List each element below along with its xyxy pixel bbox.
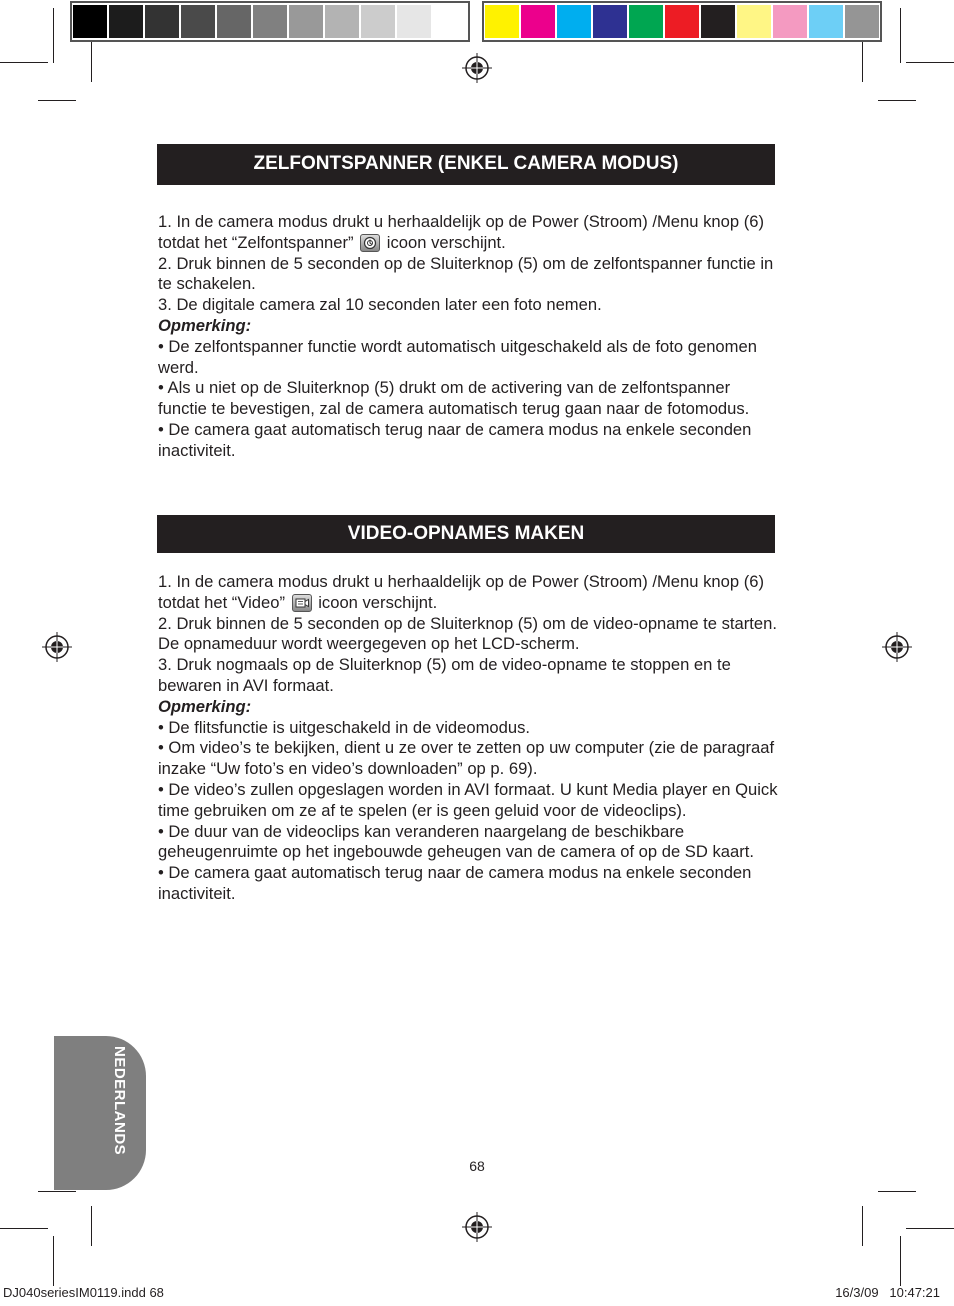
crop-mark — [906, 62, 954, 63]
crop-mark — [900, 1236, 901, 1286]
color-swatch — [593, 5, 627, 38]
note-item: • Om video’s te bekijken, dient u ze over te zetten op uw computer (zie de paragraaf inzake “Uw foto’s en video’s downloaden” op p. 69). — [158, 738, 775, 779]
instruction-step: 2. Druk binnen de 5 seconden op de Sluiterknop (5) om de zelfontspanner functie in te schakelen. — [158, 253, 774, 294]
video-camera-icon — [292, 594, 312, 612]
section-header-self-timer — [157, 144, 775, 185]
color-swatch — [737, 5, 771, 38]
color-swatch — [665, 5, 699, 38]
color-swatch — [73, 5, 107, 38]
color-swatch — [557, 5, 591, 38]
crop-mark — [862, 1206, 863, 1246]
registration-mark-icon — [462, 53, 492, 83]
video-instructions — [158, 572, 778, 905]
instruction-step: 3. De digitale camera zal 10 seconden later een foto nemen. — [158, 295, 602, 315]
color-swatch — [109, 5, 143, 38]
registration-mark-icon — [462, 1212, 492, 1242]
section-title: ZELFONTSPANNER (ENKEL CAMERA MODUS) — [253, 153, 679, 174]
note-item: • De flitsfunctie is uitgeschakeld in de videomodus. — [158, 717, 530, 737]
crop-mark — [906, 1228, 954, 1229]
crop-mark — [878, 100, 916, 101]
grayscale-color-bar — [70, 1, 470, 42]
crop-mark — [0, 1228, 48, 1229]
note-item: • De camera gaat automatisch terug naar de camera modus na enkele seconden inactiviteit. — [158, 419, 752, 460]
crop-mark — [53, 8, 54, 63]
color-swatch — [181, 5, 215, 38]
crop-mark — [38, 1191, 76, 1192]
crop-mark — [878, 1191, 916, 1192]
note-item: • Als u niet op de Sluiterknop (5) drukt om de activering van de zelfontspanner functie te bevestigen, zal de camera automatisch terug gaan naar de fotomodus. — [158, 378, 750, 419]
color-swatch — [773, 5, 807, 38]
color-swatch — [253, 5, 287, 38]
note-item: • De video’s zullen opgeslagen worden in AVI formaat. U kunt Media player en Quick time gebruiken om ze af te spelen (er is geen geluid voor de videoclips). — [158, 779, 778, 820]
color-swatch — [845, 5, 879, 38]
crop-mark — [53, 1236, 54, 1286]
crop-mark — [91, 42, 92, 82]
language-tab — [54, 1036, 146, 1190]
note-item: • De camera gaat automatisch terug naar de camera modus na enkele seconden inactiviteit. — [158, 863, 752, 903]
section-header-video — [157, 515, 775, 553]
color-swatch — [325, 5, 359, 38]
process-color-bar — [482, 1, 882, 42]
color-swatch — [701, 5, 735, 38]
crop-mark — [0, 62, 48, 63]
self-timer-icon — [360, 234, 380, 252]
crop-mark — [91, 1206, 92, 1246]
color-swatch — [433, 5, 467, 38]
color-swatch — [397, 5, 431, 38]
section-title: VIDEO-OPNAMES MAKEN — [347, 523, 585, 544]
slug-timestamp: 16/3/09 10:47:21 — [835, 1285, 940, 1300]
crop-mark — [900, 8, 901, 63]
color-swatch — [485, 5, 519, 38]
note-item: • De zelfontspanner functie wordt automatisch uitgeschakeld als de foto genomen werd. — [158, 336, 757, 377]
page-number: 68 — [469, 1158, 485, 1174]
crop-mark — [38, 100, 76, 101]
color-swatch — [289, 5, 323, 38]
crop-mark — [862, 42, 863, 82]
instruction-step: 1. In de camera modus drukt u herhaaldelijk op de Power (Stroom) /Menu knop (6) totdat het “Video” icoon verschijnt. — [158, 572, 764, 612]
instruction-step: 1. In de camera modus drukt u herhaaldelijk op de Power (Stroom) /Menu knop (6) totdat het “Zelfontspanner” icoon verschijnt. — [158, 212, 764, 252]
registration-mark-icon — [42, 632, 72, 662]
color-swatch — [809, 5, 843, 38]
language-tab-label: NEDERLANDS — [111, 1046, 128, 1156]
color-swatch — [629, 5, 663, 38]
color-swatch — [361, 5, 395, 38]
registration-mark-icon — [882, 632, 912, 662]
color-swatch — [521, 5, 555, 38]
self-timer-instructions — [158, 212, 778, 462]
instruction-step: 2. Druk binnen de 5 seconden op de Sluiterknop (5) om de video-opname te starten. De opnameduur wordt weergegeven op het LCD-scherm. — [158, 613, 777, 654]
note-label: Opmerking: — [158, 315, 252, 335]
color-swatch — [217, 5, 251, 38]
slug-filename: DJ040seriesIM0119.indd 68 — [3, 1285, 164, 1300]
note-label: Opmerking: — [158, 696, 252, 716]
color-swatch — [145, 5, 179, 38]
note-item: • De duur van de videoclips kan veranderen naargelang de beschikbare geheugenruimte op het ingebouwde geheugen van de camera of op de SD kaart. — [158, 821, 754, 862]
instruction-step: 3. Druk nogmaals op de Sluiterknop (5) om de video-opname te stoppen en te bewaren in AVI formaat. — [158, 655, 731, 695]
